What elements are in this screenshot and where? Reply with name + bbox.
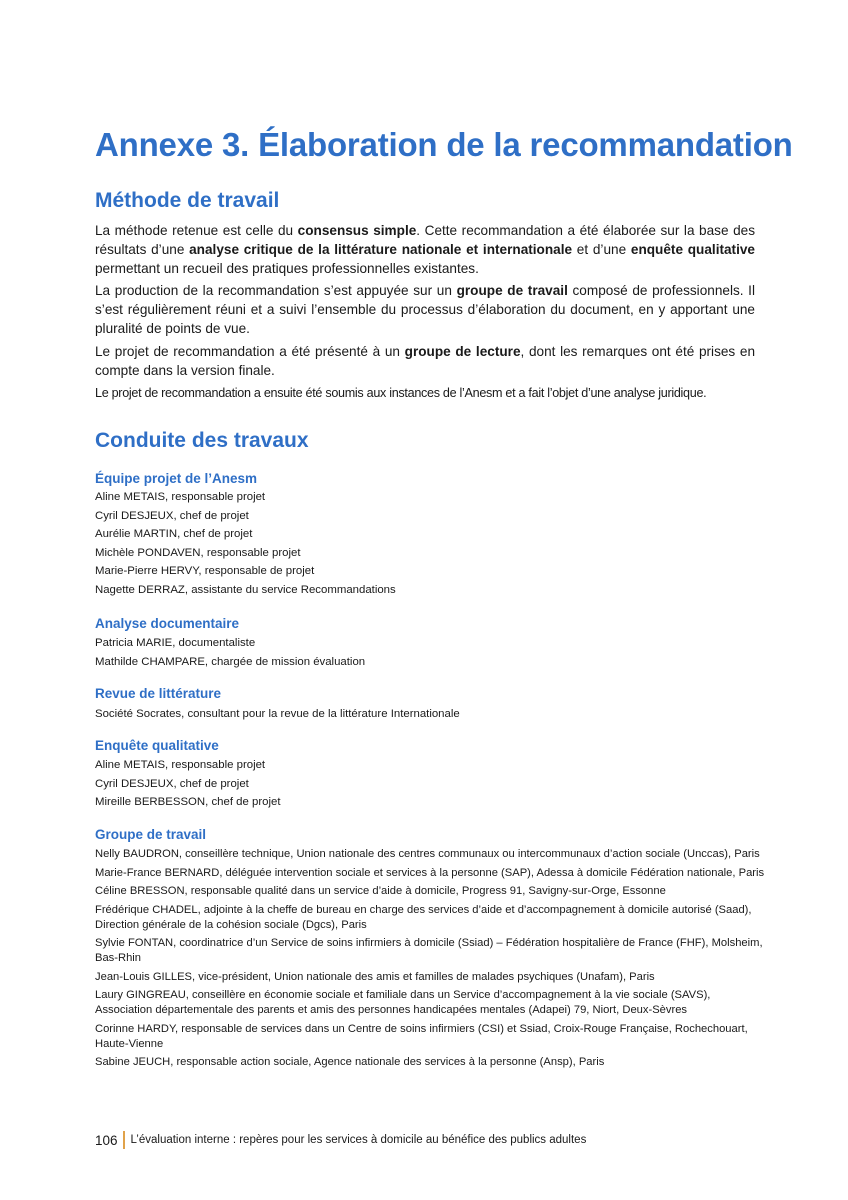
equipe-list [95,488,396,599]
list-item: Aline METAIS, responsable projet [95,491,266,503]
revue-list [95,705,460,724]
list-item: Marie-Pierre HERVY, responsable de projet [95,565,315,577]
text-run: . Cette recommandation a été élaborée sur la base des résultats d’une [95,223,756,257]
list-item: Mireille BERBESSON, chef de projet [95,796,281,808]
section-heading-conduite: Conduite des travaux [95,429,309,452]
subheading-analyse: Analyse documentaire [95,616,240,631]
subheading-equipe: Équipe projet de l’Anesm [95,471,258,486]
analyse-list [95,634,365,671]
list-item: Patricia MARIE, documentaliste [95,637,256,649]
list-item: Corinne HARDY, responsable de services dans un Centre de soins infirmiers (CSI) et Ssiad, Croix-Rouge Française, Rochechouart, Haute-Vienne [95,1022,748,1050]
list-item: Michèle PONDAVEN, responsable projet [95,546,301,559]
page-title: Annexe 3. Élaboration de la recommandation [95,126,793,163]
subheading-groupe: Groupe de travail [95,827,207,842]
footer-title: L’évaluation interne : repères pour les services à domicile au bénéfice des publics adultes [130,1134,587,1146]
subheading-revue: Revue de littérature [95,686,222,701]
methode-paragraph-4: Le projet de recommandation a ensuite été soumis aux instances de l’Anesm et a fait l’objet d’une analyse juridique. [95,386,707,400]
bold-text: analyse critique de la littérature nationale et internationale [189,242,573,257]
list-item: Aurélie MARTIN, chef de projet [95,528,253,540]
list-item: Jean-Louis GILLES, vice-président, Union nationale des amis et familles de malades psychiques (Unafam), Paris [95,970,655,983]
footer-divider [123,1131,125,1149]
text-run: permettant un recueil des pratiques professionnelles existantes. [95,261,479,276]
methode-paragraph-3 [95,342,755,380]
list-item: Mathilde CHAMPARE, chargée de mission évaluation [95,655,366,668]
list-item: Nagette DERRAZ, assistante du service Recommandations [95,583,396,596]
page-number: 106 [95,1132,118,1148]
list-item: Cyril DESJEUX, chef de projet [95,777,249,790]
methode-paragraph-1 [95,221,755,278]
list-item: Sabine JEUCH, responsable action sociale, Agence nationale des services à la personne (Ansp), Paris [95,1056,605,1068]
list-item: Céline BRESSON, responsable qualité dans un service d’aide à domicile, Progress 91, Savigny-sur-Orge, Essonne [95,885,666,897]
text-run: composé de professionnels. Il s’est régulièrement réuni et a suivi l’ensemble du processus d’élaboration du document, en y apportant une pluralité de points de vue. [95,283,755,336]
list-item: Cyril DESJEUX, chef de projet [95,509,249,522]
page-footer [95,1131,586,1149]
text-run: , dont les remarques ont été prises en compte dans la version finale. [95,344,756,378]
subheading-enquete: Enquête qualitative [95,738,219,753]
bold-text: enquête qualitative [630,242,755,257]
list-item: Sylvie FONTAN, coordinatrice d’un Service de soins infirmiers à domicile (Ssiad) – Fédération hospitalière de France (FHF), Molsheim, Bas-Rhin [95,937,763,964]
list-item: Nelly BAUDRON, conseillère technique, Union nationale des centres communaux ou intercommunaux d’action sociale (Unccas), Paris [95,848,760,860]
text-run: La production de la recommandation s’est appuyée sur un [95,283,457,298]
list-item: Marie-France BERNARD, déléguée intervention sociale et services à la personne (SAP), Adessa à domicile Fédération nationale, Paris [95,866,765,879]
bold-text: consensus simple [297,223,417,238]
section-heading-methode: Méthode de travail [95,189,280,212]
enquete-list [95,756,281,812]
list-item: Laury GINGREAU, conseillère en économie sociale et familiale dans un Service d’accompagnement à la vie sociale (SAVS), Association départementale des parents et amis des personnes handicapées mentales (Adapei) 79, Niort, Deux-Sèvres [95,989,711,1016]
text-run: et d’une [572,242,631,257]
text-run: Le projet de recommandation a été présenté à un [95,344,405,359]
text-run: La méthode retenue est celle du [95,223,298,238]
groupe-list [95,847,765,1074]
bold-text: groupe de lecture [404,344,521,359]
methode-paragraph-2 [95,281,755,338]
bold-text: groupe de travail [456,283,568,298]
list-item: Aline METAIS, responsable projet [95,759,266,771]
list-item: Frédérique CHADEL, adjointe à la cheffe de bureau en charge des services d’aide et d’accompagnement à domicile autorisé (Saad), Direction générale de la cohésion sociale (Dgcs), Paris [95,903,752,931]
list-item: Société Socrates, consultant pour la revue de la littérature Internationale [95,708,460,720]
